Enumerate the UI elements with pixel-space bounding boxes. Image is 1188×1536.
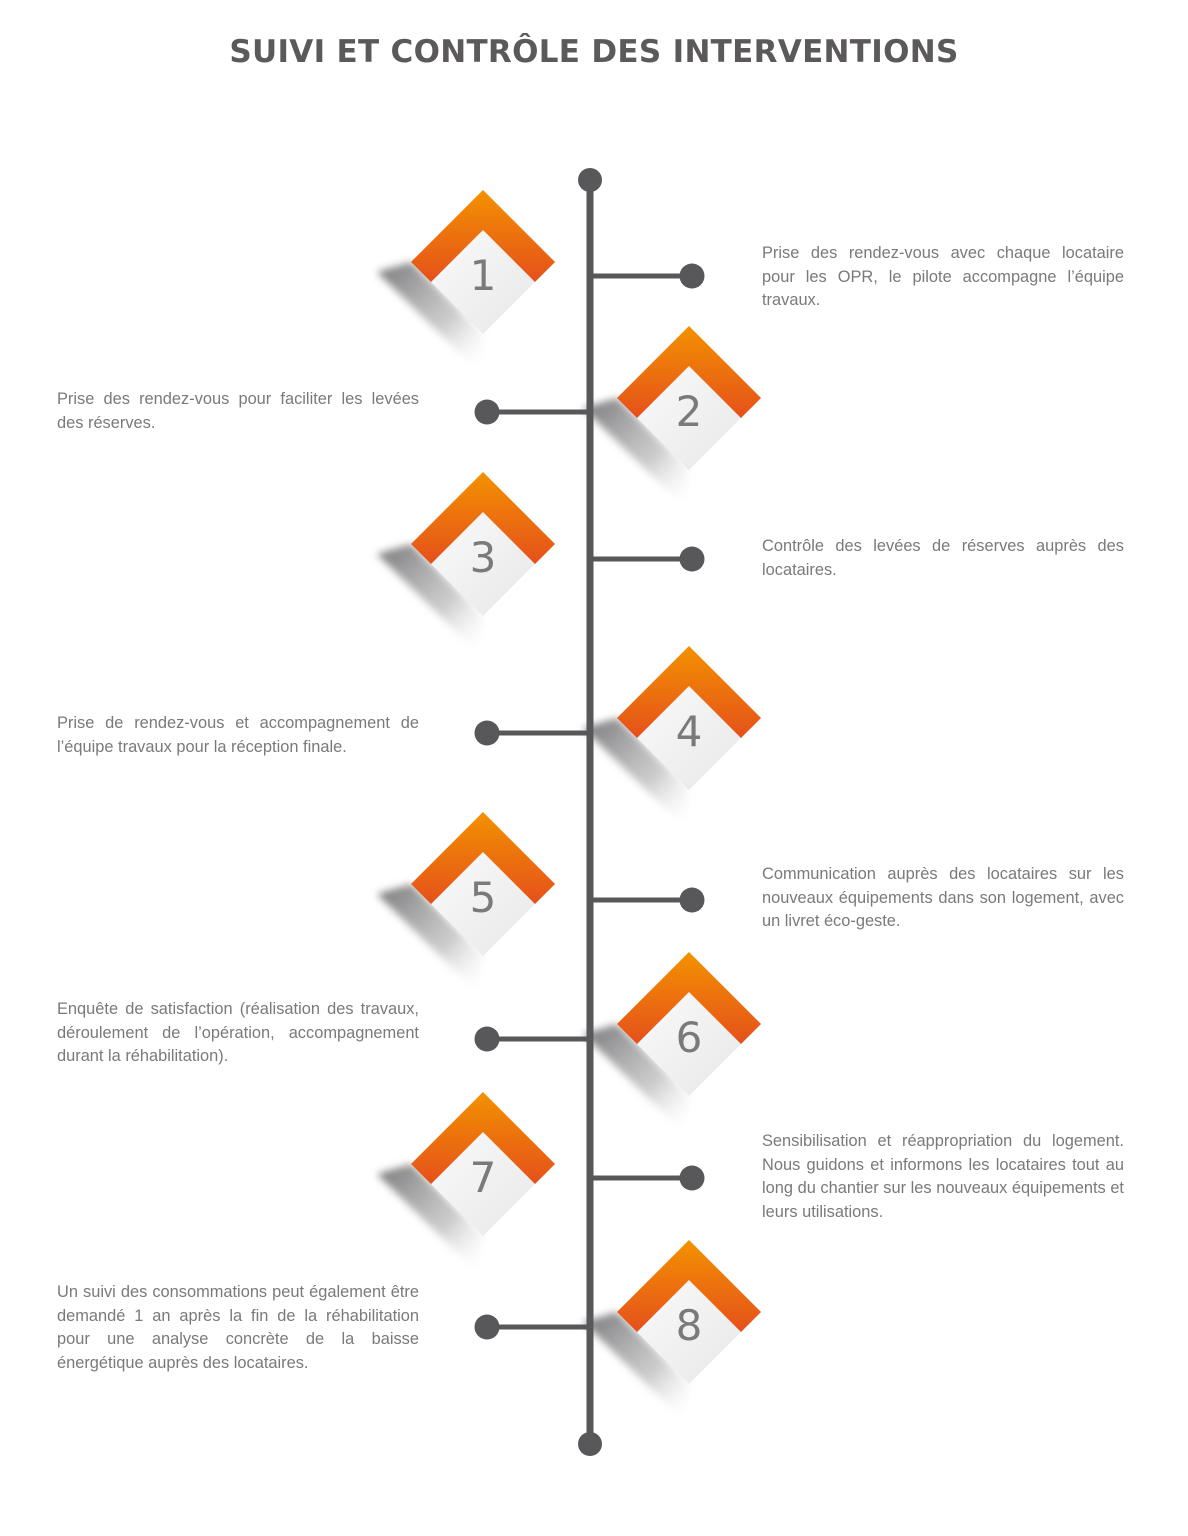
step-number: 6 [675, 1013, 703, 1062]
step-connector-dot-4 [475, 721, 500, 746]
step-description-1: Prise des rendez-vous avec chaque locataire pour les OPR, le pilote accompagne l’équipe travaux. [762, 244, 1124, 309]
step-number: 1 [469, 251, 497, 300]
timeline-end-dot [578, 1432, 602, 1456]
step-marker-8 [583, 1240, 761, 1422]
step-marker-4 [583, 646, 761, 828]
step-marker-5 [377, 812, 555, 994]
step-connector-dot-8 [475, 1315, 500, 1340]
step-connector-dot-5 [680, 888, 705, 913]
step-connector-dot-7 [680, 1166, 705, 1191]
step-number: 4 [675, 707, 703, 756]
step-marker-2 [583, 326, 761, 508]
step-number: 8 [675, 1301, 703, 1350]
step-description-2: Prise des rendez-vous pour faciliter les levées des réserves. [57, 390, 419, 432]
step-description-8: Un suivi des consommations peut également être demandé 1 an après la fin de la réhabilitation pour une analyse concrète de la baisse énergétique auprès des locataires. [57, 1283, 419, 1372]
step-connector-dot-3 [680, 547, 705, 572]
step-description-7: Sensibilisation et réappropriation du logement. Nous guidons et informons les locataires tout au long du chantier sur les nouveaux équipements et leurs utilisations. [762, 1132, 1124, 1221]
step-connector-dot-1 [680, 264, 705, 289]
step-description-4: Prise de rendez-vous et accompagnement de l’équipe travaux pour la réception finale. [57, 714, 419, 756]
step-connector-dot-6 [475, 1027, 500, 1052]
step-marker-6 [583, 952, 761, 1134]
page-title: SUIVI ET CONTRÔLE DES INTERVENTIONS [229, 34, 959, 70]
step-marker-7 [377, 1092, 555, 1274]
step-marker-3 [377, 472, 555, 654]
step-marker-1 [377, 190, 555, 372]
timeline-start-dot [578, 168, 602, 192]
step-description-6: Enquête de satisfaction (réalisation des travaux, déroulement de l’opération, accompagnement durant la réhabilitation). [57, 1000, 419, 1065]
step-description-5: Communication auprès des locataires sur les nouveaux équipements dans son logement, avec un livret éco-geste. [762, 865, 1124, 930]
step-number: 5 [469, 873, 497, 922]
step-number: 3 [469, 533, 497, 582]
step-number: 7 [469, 1153, 497, 1202]
step-connector-dot-2 [475, 400, 500, 425]
step-number: 2 [675, 387, 703, 436]
step-description-3: Contrôle des levées de réserves auprès des locataires. [762, 537, 1124, 579]
